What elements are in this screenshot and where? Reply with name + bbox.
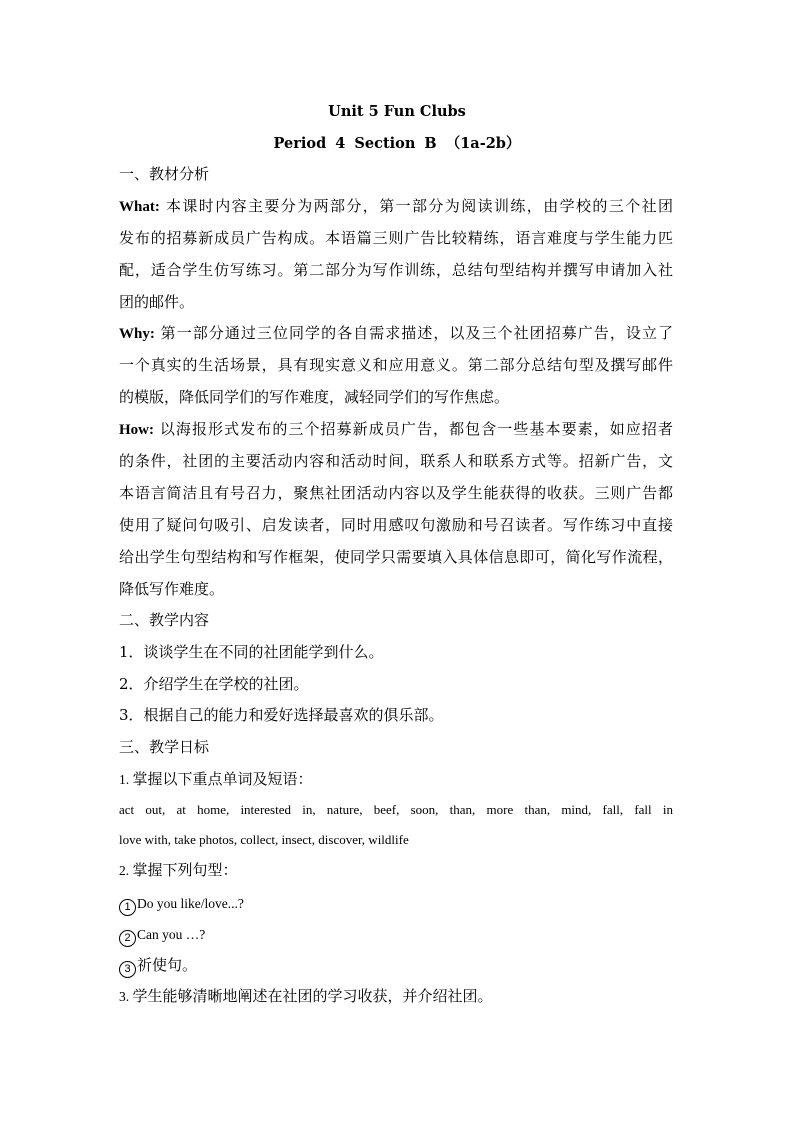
pattern-2-text: Can you …? <box>137 927 206 942</box>
circled-number-3: 3 <box>119 961 136 978</box>
how-line-6: 降低写作难度。 <box>119 580 225 598</box>
pattern-item-1 <box>119 893 244 916</box>
vocab-line-2: love with, take photos, collect, insect, discover, wildlife <box>119 832 409 847</box>
objective-1-number: 1. <box>119 772 133 787</box>
objective-3-number: 3. <box>119 989 133 1004</box>
how-line-4: 使用了疑问句吸引、启发读者，同时用感叹句激励和号召读者。写作练习中直接 <box>119 516 673 534</box>
how-line-3: 本语言简洁且有号召力，聚焦社团活动内容以及学生能获得的收获。三则广告都 <box>119 484 673 502</box>
pattern-item-3 <box>119 955 197 978</box>
pattern-1-text: Do you like/love...? <box>137 896 244 911</box>
vocab-line-1: act out, at home, interested in, nature, beef, soon, than, more than, mind, fall, fall in <box>119 802 673 817</box>
circled-number-1: 1 <box>119 899 136 916</box>
objective-2-number: 2. <box>119 863 133 878</box>
what-line-3: 配，适合学生仿写练习。第二部分为写作训练，总结句型结构并撰写申请加入社 <box>119 261 673 279</box>
how-text-1: 以海报形式发布的三个招募新成员广告，都包含一些基本要素，如应招者 <box>154 420 673 438</box>
how-line-2: 的条件，社团的主要活动内容和活动时间，联系人和联系方式等。招新广告，文 <box>119 452 673 470</box>
how-line-5: 给出学生句型结构和写作框架，使同学只需要填入具体信息即可，简化写作流程， <box>119 548 673 566</box>
document-subtitle: Period 4 Section B （1a-2b） <box>273 135 521 152</box>
why-text-1: 第一部分通过三位同学的各自需求描述，以及三个社团招募广告，设立了 <box>154 324 673 342</box>
what-line-1 <box>119 196 673 217</box>
pattern-item-2 <box>119 924 205 947</box>
what-text-1: 本课时内容主要分为两部分，第一部分为阅读训练，由学校的三个社团 <box>159 197 673 215</box>
circled-number-2: 2 <box>119 930 136 947</box>
document-title: Unit 5 Fun Clubs <box>328 103 466 120</box>
objective-item-2 <box>119 860 238 881</box>
section-heading-analysis: 一、教材分析 <box>119 165 210 183</box>
section-heading-content: 二、教学内容 <box>119 611 210 629</box>
objective-item-1 <box>119 769 313 790</box>
what-line-2: 发布的招募新成员广告构成。本语篇三则广告比较精练，语言难度与学生能力匹 <box>119 229 673 247</box>
how-label: How: <box>119 422 154 438</box>
objective-item-3 <box>119 986 493 1007</box>
why-line-3: 的模版，降低同学们的写作难度，减轻同学们的写作焦虑。 <box>119 388 510 406</box>
content-item-2: 2．介绍学生在学校的社团。 <box>119 675 309 693</box>
why-label: Why: <box>119 326 155 342</box>
how-line-1 <box>119 419 673 440</box>
content-item-3: 3．根据自己的能力和爱好选择最喜欢的俱乐部。 <box>119 706 444 724</box>
objective-2-text: 掌握下列句型： <box>132 861 238 879</box>
what-label: What: <box>119 199 160 215</box>
why-line-2: 一个真实的生活场景，具有现实意义和应用意义。第二部分总结句型及撰写邮件 <box>119 356 673 374</box>
section-heading-objectives: 三、教学日标 <box>119 738 210 756</box>
content-item-1: 1．谈谈学生在不同的社团能学到什么。 <box>119 643 384 661</box>
objective-3-text: 学生能够清晰地阐述在社团的学习收获，并介绍社团。 <box>132 987 493 1005</box>
what-line-4: 团的邮件。 <box>119 293 195 311</box>
why-line-1 <box>119 323 673 344</box>
pattern-3-text: 祈使句。 <box>137 956 198 974</box>
objective-1-text: 掌握以下重点单词及短语： <box>132 770 313 788</box>
